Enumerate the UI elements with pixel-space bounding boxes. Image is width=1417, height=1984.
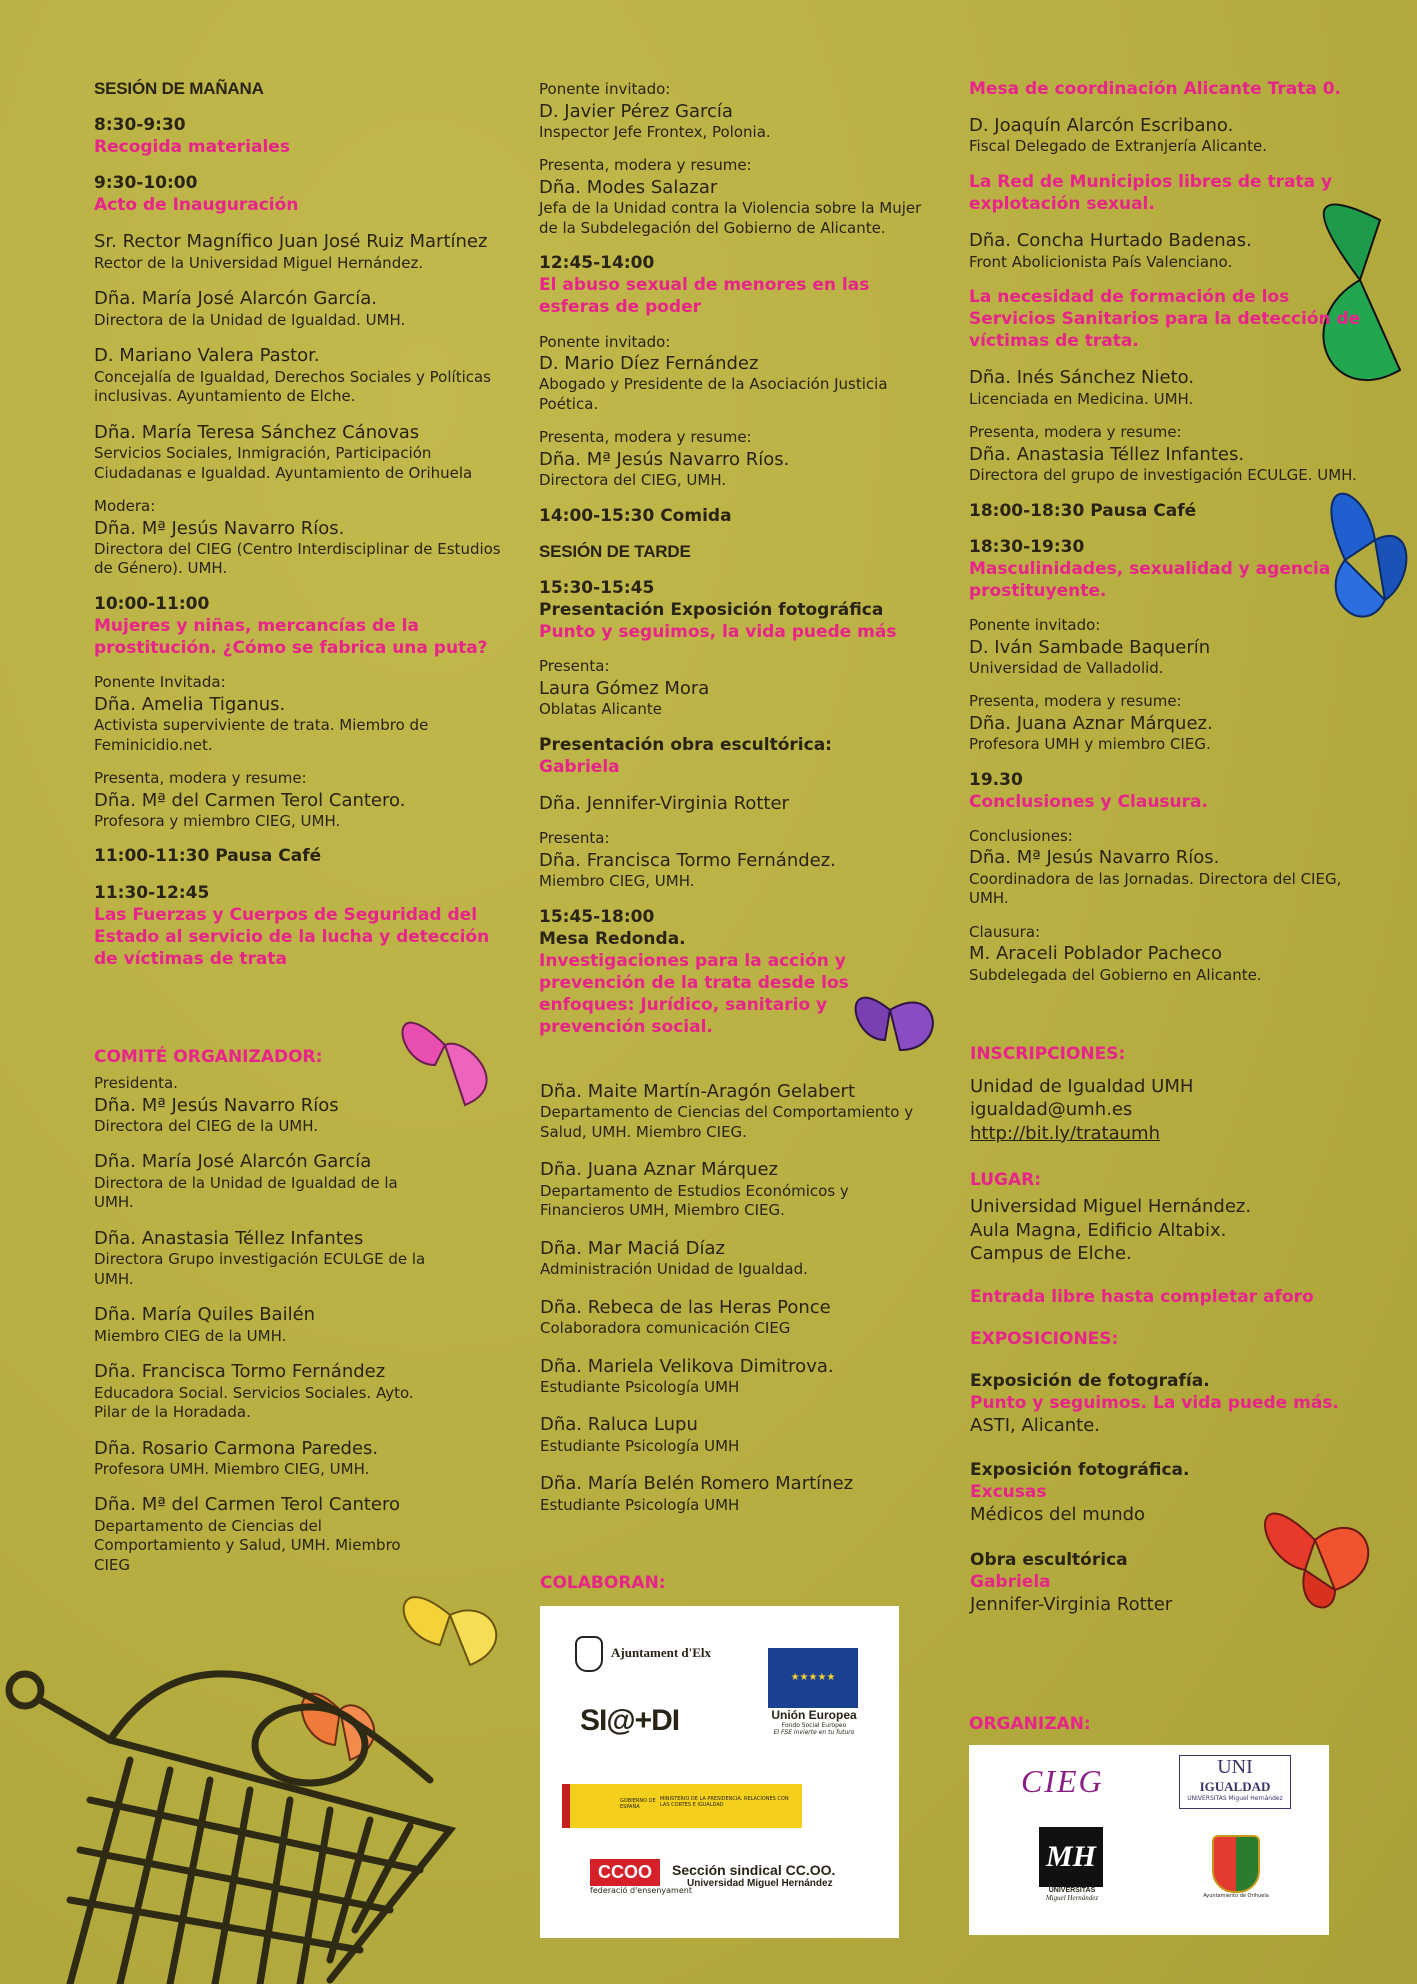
entry-pink: Conclusiones y Clausura. — [969, 791, 1208, 812]
entry-desc: Inspector Jefe Frontex, Polonia. — [539, 122, 771, 141]
entry-role: Ponente invitado: — [969, 616, 1101, 634]
entry-name: Dña. Juana Aznar Márquez. — [969, 712, 1213, 734]
entry-name: D. Mariano Valera Pastor. — [94, 345, 320, 367]
ccoo-mark: CCOO — [590, 1859, 660, 1886]
entry-role: Presenta, modera y resume: — [969, 692, 1182, 711]
uni-sub: UNIVERSITAS Miguel Hernández — [1187, 1795, 1283, 1802]
entry-name: Dña. Modes Salazar — [539, 176, 718, 198]
committee-member — [540, 1355, 940, 1398]
committee-member — [540, 1080, 940, 1142]
entry-desc: Oblatas Alicante — [539, 700, 662, 719]
committee-member — [94, 1360, 494, 1422]
entry-name: Laura Gómez Mora — [539, 677, 710, 699]
entry-role: Presenta, modera y resume: — [94, 769, 307, 788]
orihuela-crest-icon — [1212, 1835, 1260, 1893]
organizan-logos — [969, 1745, 1329, 1935]
exposicion-sub: Jennifer-Virginia Rotter — [970, 1594, 1173, 1616]
entry-pink: Las Fuerzas y Cuerpos de Seguridad del Estado al servicio de la lucha y detección de víctimas de trata — [94, 904, 490, 969]
member-name: Dña. María Belén Romero Martínez — [540, 1473, 854, 1495]
entry-role: Presenta: — [539, 657, 610, 676]
member-name: Dña. Mª Jesús Navarro Ríos — [94, 1094, 339, 1116]
entry-role: Ponente Invitada: — [94, 673, 226, 692]
entry-time: 18:00-18:30 Pausa Café — [969, 500, 1197, 521]
unigualdad-logo — [1179, 1755, 1291, 1809]
orihuela-text: Ayuntamiento de Orihuela — [1203, 1893, 1269, 1899]
entry-name: Dña. Mª Jesús Navarro Ríos. — [539, 448, 790, 470]
eu-flag-icon: ★★★★★ — [768, 1648, 858, 1708]
committee-member — [540, 1296, 940, 1339]
member-name: Dña. Mar Maciá Díaz — [540, 1237, 725, 1259]
umh-sub1: UNIVERSITAS — [1048, 1887, 1096, 1894]
member-desc: Colaboradora comunicación CIEG — [540, 1319, 791, 1338]
entry-name: Dña. Inés Sánchez Nieto. — [969, 367, 1195, 389]
entry-name: D. Joaquín Alarcón Escribano. — [969, 115, 1234, 137]
entry-desc: Abogado y Presidente de la Asociación Justicia Poética. — [539, 375, 888, 413]
entry-name: Dña. Anastasia Téllez Infantes. — [969, 443, 1245, 465]
seccion-title: Sección sindical CC.OO. — [672, 1862, 836, 1878]
exposicion-sub: Médicos del mundo — [970, 1504, 1146, 1526]
entry-name: Dña. Mª del Carmen Terol Cantero. — [94, 789, 406, 811]
entry-time: 11:00-11:30 Pausa Café — [94, 846, 322, 867]
entry-time: 19.30 — [969, 769, 1023, 790]
entrada-libre: Entrada libre hasta completar aforo — [970, 1286, 1314, 1307]
entry-time: 9:30-10:00 — [94, 173, 198, 194]
col2-list — [539, 80, 939, 1038]
member-name: Dña. Rebeca de las Heras Ponce — [540, 1296, 831, 1318]
entry-sec: Presentación Exposición fotográfica — [539, 600, 884, 621]
entry-desc: Coordinadora de las Jornadas. Directora del CIEG, UMH. — [969, 869, 1342, 908]
entry-time: 15:30-15:45 — [539, 578, 655, 599]
lugar-line2: Aula Magna, Edificio Altabix. — [970, 1219, 1227, 1241]
member-desc: Profesora UMH. Miembro CIEG, UMH. — [94, 1459, 370, 1478]
member-desc: Directora del CIEG de la UMH. — [94, 1116, 319, 1135]
entry-desc: Profesora y miembro CIEG, UMH. — [94, 811, 341, 830]
umh-logo — [1039, 1827, 1105, 1902]
entry-time: 12:45-14:00 — [539, 253, 655, 274]
umh-sub2: Miguel Hernández — [1045, 1894, 1099, 1902]
seccion-sub: Universidad Miguel Hernández — [687, 1878, 833, 1889]
colaboran-logos — [540, 1606, 899, 1938]
colaboran-title: COLABORAN: — [540, 1573, 666, 1593]
entry-name: D. Mario Díez Fernández — [539, 353, 759, 375]
exposicion-head: Exposición fotográfica. — [970, 1460, 1190, 1481]
member-name: Dña. Maite Martín-Aragón Gelabert — [540, 1081, 856, 1102]
entry-desc: Concejalía de Igualdad, Derechos Sociales y Políticas inclusivas. Ayuntamiento de Elche. — [94, 367, 492, 406]
entry-name: Dña. María José Alarcón García. — [94, 288, 377, 310]
entry-sec: Mesa Redonda. — [539, 928, 686, 949]
member-name: Dña. Mª del Carmen Terol Cantero — [94, 1494, 401, 1516]
gobierno-logo — [562, 1784, 878, 1828]
entry-pink: Punto y seguimos, la vida puede más — [539, 622, 897, 643]
entry-name: D. Iván Sambade Baquerín — [969, 636, 1211, 658]
member-desc: Directora de la Unidad de Igualdad de la UMH. — [94, 1173, 398, 1212]
entry-name: Dña. Jennifer-Virginia Rotter — [539, 792, 789, 814]
entry-name: Dña. Francisca Tormo Fernández. — [539, 849, 836, 871]
lugar-title: LUGAR: — [970, 1170, 1042, 1191]
ccoo-sub: federació d'ensenyament — [590, 1886, 692, 1895]
member-desc: Administración Unidad de Igualdad. — [540, 1260, 808, 1279]
entry-name: Dña. Mª Jesús Navarro Ríos. — [94, 517, 345, 539]
orihuela-logo — [1201, 1835, 1271, 1899]
entry-time: 11:30-12:45 — [94, 882, 210, 903]
entry-name: Dña. María Teresa Sánchez Cánovas — [94, 421, 420, 443]
entry-role: Conclusiones: — [969, 826, 1073, 845]
entry-desc: Activista superviviente de trata. Miembro de Feminicidio.net. — [94, 716, 429, 754]
committee-member — [94, 1303, 494, 1346]
committee-right — [540, 1080, 940, 1531]
member-role: Presidenta. — [94, 1074, 178, 1093]
entry-pink: Investigaciones para la acción y prevención de la trata desde los enfoques: Jurídico, sanitario y prevención social. — [539, 950, 849, 1038]
entry-role: Presenta, modera y resume: — [539, 156, 752, 175]
entry-desc: Miembro CIEG, UMH. — [539, 872, 695, 891]
committee-member — [540, 1472, 940, 1515]
column-middle — [539, 80, 939, 1038]
gobierno-flag-icon — [562, 1784, 570, 1828]
entry-pink: La Red de Municipios libres de trata y explotación sexual. — [969, 171, 1333, 215]
entry-time: 10:00-11:00 — [94, 593, 210, 614]
eu-sub1: Fondo Social Europeo — [781, 1722, 847, 1729]
exposiciones-title: EXPOSICIONES: — [970, 1328, 1119, 1349]
inscripciones-email[interactable]: igualdad@umh.es — [970, 1099, 1133, 1121]
eu-sub2: El FSE invierte en tu futuro — [773, 1729, 855, 1736]
member-desc: Departamento de Ciencias del Comportamiento y Salud, UMH. Miembro CIEG — [94, 1516, 401, 1574]
entry-role: Ponente invitado: — [539, 332, 671, 351]
committee-member — [94, 1150, 494, 1212]
entry-desc: Profesora UMH y miembro CIEG. — [969, 735, 1211, 754]
entry-pink: Recogida materiales — [94, 137, 290, 158]
exposicion-pink: Gabriela — [970, 1571, 1051, 1592]
committee-member — [94, 1227, 494, 1289]
entry-desc: Universidad de Valladolid. — [969, 658, 1164, 677]
igualdad-text: IGUALDAD — [1199, 1779, 1271, 1794]
entry-pink: La necesidad de formación de los Servicios Sanitarios para la detección de víctimas de trata. — [969, 287, 1361, 352]
entry-desc: Directora del grupo de investigación ECULGE. UMH. — [969, 466, 1357, 485]
seccion-sindical — [672, 1862, 835, 1889]
member-name: Dña. Francisca Tormo Fernández — [94, 1361, 386, 1383]
info-right — [970, 1043, 1370, 1638]
inscripciones-unit: Unidad de Igualdad UMH — [970, 1076, 1194, 1098]
sitdi-logo: SI@+DI — [580, 1704, 680, 1737]
entry-desc: Front Abolicionista País Valenciano. — [969, 252, 1233, 271]
member-name: Dña. Anastasia Téllez Infantes — [94, 1227, 364, 1249]
member-name: Dña. Rosario Carmona Paredes. — [94, 1437, 379, 1459]
exposicion-head: Exposición de fotografía. — [970, 1370, 1210, 1391]
bird-cage-icon — [9, 1674, 450, 1984]
lugar-line1: Universidad Miguel Hernández. — [970, 1196, 1252, 1218]
yellow-butterfly-icon — [404, 1597, 497, 1665]
entry-role: Clausura: — [969, 922, 1041, 941]
entry-role: Modera: — [94, 497, 156, 516]
exposicion-head: Obra escultórica — [970, 1549, 1128, 1570]
entry-role: Presenta: — [539, 829, 610, 848]
col3-list — [969, 78, 1374, 985]
committee-member — [540, 1237, 940, 1280]
ministerio-text: MINISTERIO DE LA PRESIDENCIA, RELACIONES CON LAS CORTES E IGUALDAD — [660, 1796, 789, 1808]
entry-role: Presenta, modera y resume: — [969, 423, 1182, 442]
exposicion-sub: ASTI, Alicante. — [970, 1414, 1100, 1436]
committee-member — [540, 1413, 940, 1456]
entry-head: SESIÓN DE MAÑANA — [94, 79, 264, 98]
exposicion-item — [970, 1459, 1370, 1527]
entry-role: Ponente invitado: — [539, 80, 671, 98]
uni-text: UNI — [1217, 1756, 1253, 1778]
cieg-logo: CIEG — [1021, 1763, 1104, 1799]
member-name: Dña. María Quiles Bailén — [94, 1304, 316, 1326]
gobierno-text: GOBIERNO DE ESPAÑA — [620, 1798, 656, 1810]
entry-time: 8:30-9:30 — [94, 115, 186, 136]
entry-pink: Acto de Inauguración — [94, 195, 299, 216]
exposicion-item — [970, 1370, 1370, 1438]
committee-member — [94, 1074, 494, 1136]
member-desc: Miembro CIEG de la UMH. — [94, 1326, 287, 1345]
entry-name: Dña. Amelia Tiganus. — [94, 693, 286, 715]
member-name: Dña. Raluca Lupu — [540, 1414, 698, 1436]
entry-pink: El abuso sexual de menores en las esferas de poder — [539, 275, 870, 318]
member-desc: Departamento de Ciencias del Comportamiento y Salud, UMH. Miembro CIEG. — [540, 1103, 914, 1141]
elx-logo — [575, 1636, 711, 1672]
entry-desc: Licenciada en Medicina. UMH. — [969, 389, 1194, 408]
entry-time: 15:45-18:00 — [539, 906, 655, 927]
entry-desc: Servicios Sociales, Inmigración, Participación Ciudadanas e Igualdad. Ayuntamiento de Orihuela — [94, 444, 473, 482]
inscripciones-title: INSCRIPCIONES: — [970, 1044, 1126, 1064]
entry-desc: Directora del CIEG (Centro Interdisciplinar de Estudios de Género). UMH. — [94, 539, 501, 578]
entry-role: Presenta, modera y resume: — [539, 428, 752, 447]
committee-member — [94, 1493, 494, 1575]
inscripciones-url[interactable]: http://bit.ly/trataumh — [970, 1122, 1160, 1144]
committee-member — [94, 1437, 494, 1480]
entry-desc: Jefa de la Unidad contra la Violencia sobre la Mujer de la Subdelegación del Gobierno de Alicante. — [539, 199, 922, 237]
eu-logo — [768, 1648, 860, 1736]
entry-name: M. Araceli Poblador Pacheco — [969, 943, 1223, 965]
entry-desc: Directora de la Unidad de Igualdad. UMH. — [94, 310, 406, 329]
member-name: Dña. María José Alarcón García — [94, 1151, 372, 1173]
entry-desc: Directora del CIEG, UMH. — [539, 471, 727, 490]
elx-crest-icon — [575, 1636, 603, 1672]
exposicion-pink: Excusas — [970, 1482, 1047, 1503]
column-morning — [94, 78, 504, 970]
member-desc: Estudiante Psicología UMH — [540, 1436, 740, 1455]
entry-name: Dña. Mª Jesús Navarro Ríos. — [969, 847, 1220, 869]
entry-name: Sr. Rector Magnífico Juan José Ruiz Martínez — [94, 231, 488, 253]
col1-list — [94, 78, 504, 970]
entry-name: Dña. Concha Hurtado Badenas. — [969, 230, 1252, 252]
member-name: Dña. Mariela Velikova Dimitrova. — [540, 1355, 834, 1377]
entry-pink: Masculinidades, sexualidad y agencia prostituyente. — [969, 558, 1331, 601]
committee-title: COMITÉ ORGANIZADOR: — [94, 1047, 323, 1067]
column-right — [969, 78, 1374, 985]
elx-text: Ajuntament d'Elx — [611, 1644, 712, 1660]
entry-desc: Fiscal Delegado de Extranjería Alicante. — [969, 137, 1267, 156]
committee-left-list — [94, 1074, 494, 1575]
committee-member — [540, 1158, 940, 1220]
member-desc: Directora Grupo investigación ECULGE de la UMH. — [94, 1250, 426, 1288]
organizan-title: ORGANIZAN: — [969, 1714, 1091, 1734]
entry-desc: Rector de la Universidad Miguel Hernández. — [94, 253, 424, 272]
committee-left — [94, 1046, 494, 1589]
lugar-line3: Campus de Elche. — [970, 1243, 1132, 1265]
entry-desc: Subdelegada del Gobierno en Alicante. — [969, 965, 1262, 984]
committee-right-list — [540, 1080, 940, 1515]
entry-sec: Presentación obra escultórica: — [539, 734, 832, 755]
entry-head: SESIÓN DE TARDE — [539, 541, 691, 561]
entry-pink: Gabriela — [539, 756, 620, 777]
member-name: Dña. Juana Aznar Márquez — [540, 1159, 778, 1181]
exposiciones-list — [970, 1370, 1370, 1617]
entry-pink: Mesa de coordinación Alicante Trata 0. — [969, 79, 1341, 99]
member-desc: Educadora Social. Servicios Sociales. Ayto. Pilar de la Horadada. — [94, 1383, 414, 1422]
umh-mark-icon: MH — [1039, 1827, 1103, 1887]
exposicion-item — [970, 1549, 1370, 1617]
entry-pink: Mujeres y niñas, mercancías de la prostitución. ¿Cómo se fabrica una puta? — [94, 616, 488, 659]
entry-time: 18:30-19:30 — [969, 536, 1085, 557]
member-desc: Estudiante Psicología UMH — [540, 1377, 740, 1396]
member-desc: Departamento de Estudios Económicos y Financieros UMH, Miembro CIEG. — [540, 1181, 849, 1220]
eu-title: Unión Europea — [771, 1708, 857, 1722]
entry-name: D. Javier Pérez García — [539, 100, 733, 122]
entry-time: 14:00-15:30 Comida — [539, 505, 732, 526]
member-desc: Estudiante Psicología UMH — [540, 1495, 740, 1514]
exposicion-pink: Punto y seguimos. La vida puede más. — [970, 1392, 1339, 1413]
